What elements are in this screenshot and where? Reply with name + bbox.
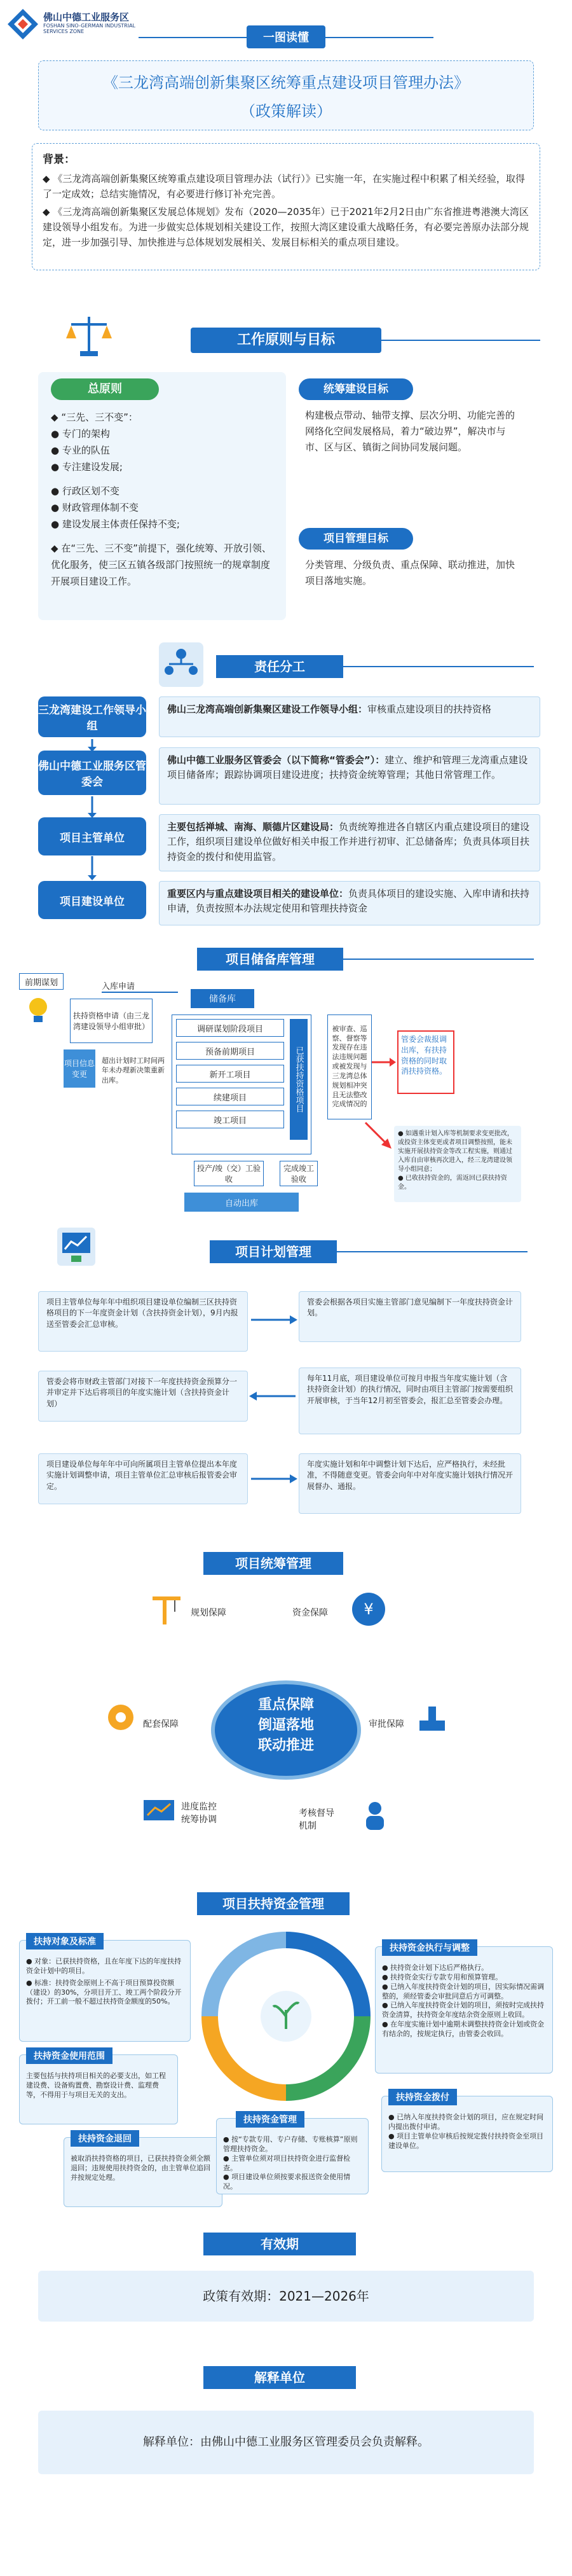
exit-box: 投产/竣（交）工验收 <box>194 1161 264 1186</box>
target-box <box>19 1937 191 2042</box>
plan-arrows <box>248 1291 299 1507</box>
done-box: 完成竣工验收 <box>280 1161 318 1186</box>
target-item-1: ● 对象：已获扶持资格，且在年度下达的年度扶持资金计划中的项目。 <box>26 1957 182 1975</box>
plan-step-6: 年度实施计划和年中调整计划下达后，应严格执行，未经批准，不得随意变更。管委会向年中对年度实施计划执行情况开展督办、通报。 <box>299 1453 521 1514</box>
fund-mgmt-item-2: ● 主管单位须对项目扶持资金进行监督检查。 <box>223 2154 351 2172</box>
lightbulb-icon <box>25 995 51 1027</box>
red-note-box <box>394 1126 521 1202</box>
return-title: 扶持资金退回 <box>71 2130 139 2147</box>
lib-stages <box>172 1014 311 1154</box>
money-icon <box>350 1590 388 1628</box>
title-box <box>38 60 534 130</box>
qual-box: 扶持资格申请（由三龙湾建设领导小组审批） <box>70 999 153 1043</box>
coord-center: 重点保障 倒逼落地 联动推进 <box>257 1697 314 1754</box>
funds-cycle <box>197 1927 375 2105</box>
red-note-1: ● 如遇重计划入库等机制要求变更批改，或投资主体变更或者项目调整按照，能未实施开展扶持资金等改工程实施，则通过入库自由审核再次进入，经三龙湾建设领导小组同意； <box>398 1130 514 1173</box>
exec-box <box>375 1943 553 2074</box>
goal-box <box>299 378 540 512</box>
info-change-box: 项目信息变更 <box>64 1049 95 1088</box>
scale-icon <box>64 312 114 363</box>
pay-title: 扶持资金拨付 <box>388 2089 457 2105</box>
coord-item-6: 考核督导 机制 <box>299 1808 334 1831</box>
role-3-desc: 主要包括禅城、南海、顺德片区建设局：负责统筹推进各自辖区内重点建设项目的建设工作，组织项目建设单位做好相关申报工作并进行初审、汇总储备库；负责具体项目扶持资金的拨付和使用监管。 <box>159 814 540 871</box>
plan-section-title: 项目计划管理 <box>210 1240 337 1263</box>
exec-item-1: ● 扶持资金计划下达后严格执行。 <box>382 1963 489 1972</box>
lib-box: 储备库 <box>191 989 254 1008</box>
logo-name: 佛山中德工业服务区 <box>43 11 130 23</box>
mgmt-goal-title: 项目管理目标 <box>299 528 413 550</box>
mgmt-goal-text: 分类管理、分级负责、重点保障、联动推进，加快项目落地实施。 <box>305 559 515 586</box>
svg-text:¥: ¥ <box>364 1600 374 1618</box>
exec-item-2: ● 扶持资金实行专款专用和预算管理。 <box>382 1972 503 1981</box>
validity-text: 政策有效期：2021—2026年 <box>38 2271 534 2322</box>
return-box <box>64 2134 222 2207</box>
divider <box>343 666 534 667</box>
role-1: 三龙湾建设工作领导小组 <box>38 696 146 737</box>
role-2: 佛山中德工业服务区管委会 <box>38 751 146 795</box>
divider <box>337 1251 528 1252</box>
plan-step-2: 管委会根据各项目实施主管部门意见编制下一年度扶持资金计划。 <box>299 1291 521 1342</box>
validity-section-title: 有效期 <box>203 2233 356 2255</box>
storage-section-title: 项目储备库管理 <box>197 948 343 971</box>
divider <box>381 340 540 341</box>
stage-1: 调研谋划阶段项目 <box>176 1019 284 1037</box>
plan-step-3: 管委会将市财政主管部门对接下一年度扶持资金预算分一并审定并下达后将项目的年度实施计划（含扶持资金计划） <box>38 1371 248 1422</box>
coord-item-2: 资金保障 <box>292 1608 328 1618</box>
monitor-icon <box>140 1794 178 1832</box>
exec-item-5: ● 在年度实施计划中逾期未调整扶持资金计划或资金有结余的，按规定执行，由管委会收回。 <box>382 2020 545 2038</box>
coord-item-1: 规划保障 <box>191 1608 226 1618</box>
fund-mgmt-item-3: ● 项目建设单位须按要求报送资金使用情况。 <box>223 2173 351 2191</box>
scope-title: 扶持资金使用范围 <box>26 2047 112 2064</box>
target-title: 扶持对象及标准 <box>26 1933 104 1949</box>
early-plan-box: 前期谋划 <box>19 973 64 990</box>
principles-section-title: 工作原则与目标 <box>191 328 381 353</box>
stage-4: 续建项目 <box>176 1088 284 1105</box>
role-1-desc: 佛山三龙湾高端创新集聚区建设工作领导小组：审核重点建设项目的扶持资格 <box>159 696 540 737</box>
role-3: 项目主管单位 <box>38 817 146 855</box>
plan-step-5: 项目建设单位每年年中可向所属项目主管单位提出本年度实施计划调整申请，项目主管单位汇总审核后报管委会审定。 <box>38 1453 248 1504</box>
pay-item-1: ● 已纳入年度扶持资金计划的项目，应在规定时间内提出拨付申请。 <box>388 2113 544 2131</box>
pay-item-2: ● 项目主管单位审核后按规定拨付扶持资金至项目建设单位。 <box>388 2131 544 2150</box>
crane-icon <box>146 1590 184 1628</box>
divider <box>343 959 534 960</box>
exec-item-4: ● 已纳入年度扶持资金计划的项目，须按时完成扶持资金清算，扶持资金年度结余资金原则上收回。 <box>382 2001 545 2019</box>
background-label: 背景： <box>43 153 75 166</box>
goal-title: 统筹建设目标 <box>299 378 413 400</box>
background-box <box>32 143 540 270</box>
arrow-icon <box>372 1056 397 1069</box>
logo-en: FOSHAN SINO-GERMAN INDUSTRIAL SERVICES ZONE <box>43 23 135 34</box>
stage-3: 新开工项目 <box>176 1065 284 1083</box>
role-4-desc: 重要区内与重点建设项目相关的建设单位：负责具体项目的建设实施、入库申请和扶持申请，负责按照本办法规定使用和管理扶持资金 <box>159 881 540 925</box>
plan-step-1: 项目主管单位每年年中组织项目建设单位编制三区扶持资格项目的下一年度资金计划（含扶持资金计划），9月内报送至管委会汇总审核。 <box>38 1291 248 1352</box>
org-icon <box>159 642 203 687</box>
person-icon <box>356 1797 394 1835</box>
overall-box <box>38 372 286 620</box>
fund-mgmt-box <box>216 2115 369 2194</box>
fund-mgmt-item-1: ● 按“专款专用、专户存储、专账核算”原则管理扶持资金。 <box>223 2135 358 2153</box>
plan-step-4: 每年11月底，项目建设单位可按月申报当年度实施计划（含扶持资金计划）的执行情况，同时由项目主管部门按需要组织开展审核，于当年12月初至管委会，报汇总至管委会办理。 <box>299 1368 521 1434</box>
coord-item-4: 审批保障 <box>369 1719 404 1729</box>
auto-exit-box: 自动出库 <box>184 1193 299 1212</box>
supported-bar: 已获扶持资格项目 <box>290 1019 308 1140</box>
mgmt-goal-box <box>299 528 540 617</box>
stamp-icon <box>413 1701 451 1740</box>
yitu-banner-wrap <box>0 25 572 48</box>
doc-subtitle: （政策解读） <box>240 102 332 120</box>
scope-text: 主要包括与扶持项目相关的必要支出，如工程建设费、设备购置费、勘察设计费、监理费等，不得用于与项目无关的支出。 <box>26 2072 166 2099</box>
chart-icon <box>57 1228 95 1266</box>
issues-box: 被审查、巡察、督察等发现存在违法违规问题或被发现与三龙湾总体规划相冲突且无法整改完成情况的 <box>327 1014 372 1119</box>
exec-item-3: ● 已纳入年度扶持资金计划的项目，因实际情况需调整的，须经管委会审批同意后方可调整。 <box>382 1982 545 2000</box>
coord-section-title: 项目统筹管理 <box>203 1552 343 1575</box>
gear-icon <box>102 1698 140 1736</box>
interp-section-title: 解释单位 <box>203 2366 356 2389</box>
doc-title: 《三龙湾高端创新集聚区统筹重点建设项目管理办法》 <box>103 74 469 92</box>
yitu-banner: 一图读懂 <box>247 25 325 48</box>
roles-section-title: 责任分工 <box>216 655 343 678</box>
pay-box <box>381 2093 553 2172</box>
fund-mgmt-title: 扶持资金管理 <box>236 2111 304 2128</box>
exec-title: 扶持资金执行与调整 <box>382 1939 477 1956</box>
target-item-2: ● 标准：扶持资金原则上不高于项目预算投资额（建设）的30%，分项目开工、竣工两个阶段分开拨付；开工前一般不超过扶持资金额度的50%。 <box>26 1978 182 2006</box>
role-4: 项目建设单位 <box>38 881 146 919</box>
cancel-box: 管委会裁报调出库，有扶持资格的同时取消扶持资格。 <box>397 1030 454 1094</box>
scope-box <box>19 2051 178 2124</box>
overall-list: ◆ “三先、三不变”： ● 专门的架构 ● 专业的队伍 ● 专注建设发展; ● 行政区划不变 ● 财政管理体制不变 ● 建设发展主体责任保持不变; ◆ 在“三先、三不变”前提下，强化统筹、开放引领、优化服务，使三区五镇各级部门按照统一的规章制度开展项目建设工作。 <box>51 412 271 587</box>
red-note-2: ● 已收扶持资金的，需返回已获扶持资金。 <box>398 1175 507 1191</box>
overall-title: 总原则 <box>51 378 159 400</box>
goal-text: 构建极点带动、轴带支撑、层次分明、功能完善的网络化空间发展格局，着力“破边界”，解决市与市、区与区、镇街之间协同发展问题。 <box>305 410 515 453</box>
role-arrows <box>83 737 102 889</box>
role-2-desc: 佛山中德工业服务区管委会（以下简称“管委会”）：建立、维护和管理三龙湾重点建设项目储备库；跟踪协调项目建设进度；扶持资金统筹管理；其他日常管理工作。 <box>159 747 540 805</box>
stage-2: 预备前期项目 <box>176 1042 284 1060</box>
background-p1: ◆ 《三龙湾高端创新集聚区统筹重点建设项目管理办法（试行）》已实施一年，在实施过程中积累了相关经验，取得了一定成效；总结实施情况，有必要进行修订补充完善。 <box>43 173 525 200</box>
coord-item-5: 进度监控 统筹协调 <box>181 1802 217 1825</box>
interp-text: 解释单位：由佛山中德工业服务区管理委员会负责解释。 <box>38 2411 534 2474</box>
funds-section-title: 项目扶持资金管理 <box>197 1892 350 1915</box>
coord-item-3: 配套保障 <box>143 1719 179 1729</box>
background-p2: ◆ 《三龙湾高端创新集聚区发展总体规划》发布（2020—2035年）已于2021年2月2日由广东省推进粤港澳大湾区建设领导小组发布。为进一步做实总体规划相关建设工作，按照大湾区建设重大战略任务，有必要完善原办法部分规定，进一步加强引导、加快推进与总体规划发展相关、发展目标相关的重点项目建设。 <box>43 206 529 249</box>
return-text: 被取消扶持资格的项目，已获扶持资金须全额退回；违规使用扶持资金的，由主管单位追回并按规定处理。 <box>71 2154 210 2182</box>
stage-5: 竣工项目 <box>176 1111 284 1128</box>
apply-label: 入库申请 <box>102 980 178 993</box>
info-note: 超出计划时工时间两年未办理新决策重新出库。 <box>102 1056 165 1084</box>
